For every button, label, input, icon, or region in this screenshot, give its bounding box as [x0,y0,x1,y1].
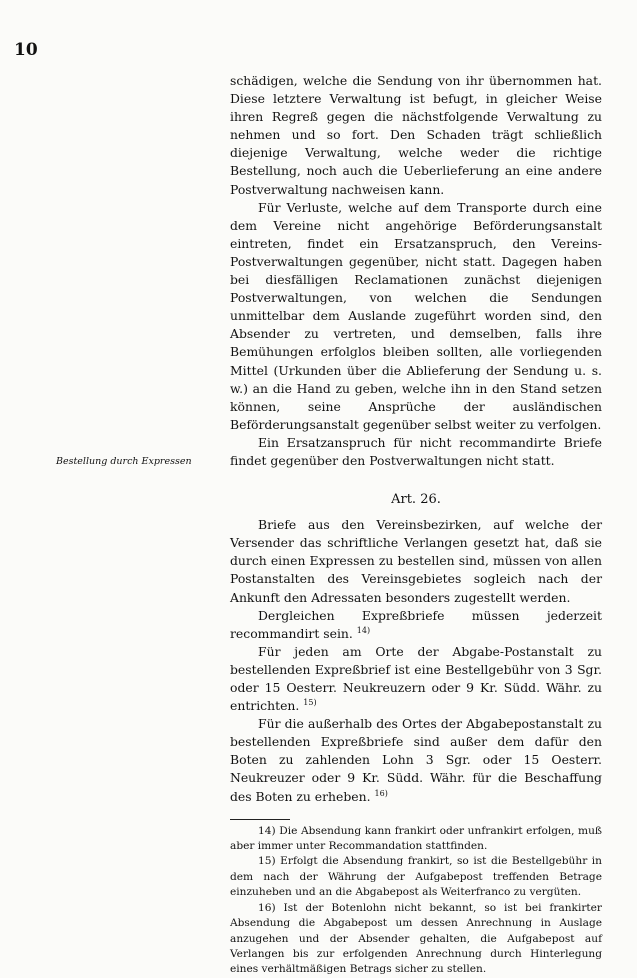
footnote-15: 15) Erfolgt die Absendung frankirt, so ist die Bestellgebühr in dem nach der Währung der Aufgabepost treffenden Betrage einzuheben und an die Abgabepost als Weiterfranco zu vergüten. [230,855,602,899]
footnote-ref-14: 14) [356,625,371,635]
footnote-ref-16: 16) [374,788,388,798]
continuation-paragraph: schädigen, welche die Sendung von ihr übernommen hat. Diese letztere Verwaltung ist befugt, in gleicher Weise ihren Regreß gegen die nächstfolgende Verwaltung zu nehmen und so fort. Den Schaden trägt schließlich diejenige Verwaltung, welche weder die richtige Bestellung, noch auch die Ueberlieferung an eine andere Postverwaltung nachweisen kann. [230,73,602,197]
footnotes [230,824,602,978]
margin-note: Bestellung durch Expressen [56,456,192,467]
art26-paragraph-4-text: Für die außerhalb des Ortes der Abgabepostanstalt zu bestellenden Expreßbriefe sind außer dem dafür den Boten zu zahlenden Lohn 3 Sgr. oder 15 Oesterr. Neukreuzer oder 9 Kr. Südd. Währ. für die Beschaffung des Boten zu erheben. [230,716,602,804]
art26-paragraph-2-text: Dergleichen Expreßbriefe müssen jederzeit recommandirt sein. [230,607,602,641]
main-text-column [230,72,602,978]
art26-paragraph-3 [230,643,602,715]
paragraph-verluste: Für Verluste, welche auf dem Transporte durch eine dem Vereine nicht angehörige Beförderungsanstalt eintreten, findet ein Ersatzanspruch, den Vereins-Postverwaltungen gegenüber, nicht statt. Dagegen haben bei diesfälligen Reclamationen zunächst diejenigen Postverwaltungen, von welchen die Sendungen unmittelbar dem Auslande zugeführt worden sind, den Absender zu vertreten, und demselben, falls ihre Bemühungen erfolglos bleiben sollten, alle vorliegenden Mittel (Urkunden über die Ablieferung der Sendung u. s. w.) an die Hand zu geben, welche ihn in den Stand setzen können, seine Ansprüche der ausländischen Beförderungsanstalt gegenüber selbst weiter zu verfolgen. [230,199,602,432]
page-number: 10 [14,40,38,60]
art26-paragraph-3-text: Für jeden am Orte der Abgabe-Postanstalt zu bestellenden Expreßbrief ist eine Bestellgebühr von 3 Sgr. oder 15 Oesterr. Neukreuzern oder 9 Kr. Südd. Währ. zu entrichten. [230,643,602,714]
art26-paragraph-1: Briefe aus den Vereinsbezirken, auf welche der Versender das schriftliche Verlangen gesetzt hat, daß sie durch einen Expressen zu bestellen sind, müssen von allen Postanstalten des Vereinsgebietes sogleich nach der Ankunft den Adressaten besonders zugestellt werden. [230,517,602,605]
art26-paragraph-2 [230,607,602,643]
article-heading: Art. 26. [391,492,441,508]
footnote-divider [230,819,290,820]
paragraph-ersatzanspruch: Ein Ersatzanspruch für nicht recommandirte Briefe findet gegenüber den Postverwaltungen nicht statt. [230,434,602,468]
footnote-16: 16) Ist der Botenlohn nicht bekannt, so ist bei frankirter Absendung die Abgabepost um dessen Anrechnung in Auslage anzugehen und der Absender gehalten, die Aufgabepost auf Verlangen bis zur erfolgenden Anrechnung durch Hinterlegung eines verhältmäßigen Betrags sicher zu stellen. [230,901,602,976]
footnote-ref-15: 15) [303,697,317,707]
art26-paragraph-4 [230,715,602,805]
footnote-14: 14) Die Absendung kann frankirt oder unfrankirt erfolgen, muß aber immer unter Recommandation stattfinden. [230,824,602,853]
